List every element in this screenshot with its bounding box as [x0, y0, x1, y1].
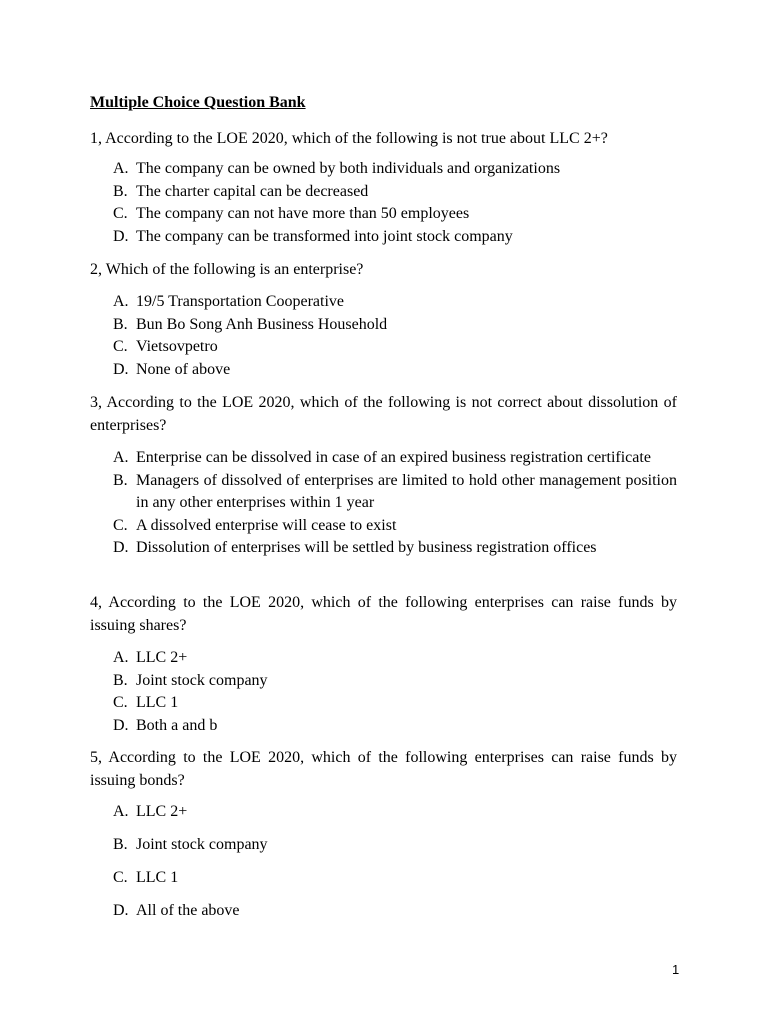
option: B. Bun Bo Song Anh Business Household	[113, 315, 388, 333]
question-4-options	[113, 647, 677, 737]
option: D. Dissolution of enterprises will be settled by business registration offices	[113, 539, 597, 556]
option: C. Vietsovpetro	[113, 338, 218, 355]
option: C. LLC 1	[113, 694, 179, 711]
question-2: 2, Which of the following is an enterprise?	[90, 261, 364, 278]
question-1-options	[113, 158, 677, 248]
question-3: 3, According to the LOE 2020, which of the following is not correct about dissolution of enterprises?	[90, 394, 677, 434]
option: C. A dissolved enterprise will cease to exist	[113, 516, 397, 534]
question-1: 1, According to the LOE 2020, which of the following is not true about LLC 2+?	[90, 130, 608, 147]
option: A. LLC 2+	[113, 803, 188, 820]
document-title: Multiple Choice Question Bank	[90, 94, 306, 111]
option: D. All of the above	[113, 902, 240, 919]
option: A. LLC 2+	[113, 649, 188, 666]
option: D. None of above	[113, 360, 231, 378]
page-number: 1	[672, 962, 680, 977]
option: C. The company can not have more than 50 employees	[113, 205, 470, 222]
option: D. Both a and b	[113, 716, 218, 734]
option: B. Joint stock company	[113, 836, 268, 853]
option: A. 19/5 Transportation Cooperative	[113, 293, 344, 310]
option: D. The company can be transformed into joint stock company	[113, 227, 513, 245]
question-4: 4, According to the LOE 2020, which of the following enterprises can raise funds by issuing shares?	[90, 594, 677, 634]
question-5-options	[113, 801, 677, 933]
option: C. LLC 1	[113, 869, 179, 886]
option: B. Managers of dissolved of enterprises are limited to hold other management position in any other enterprises within 1 year	[113, 471, 677, 511]
option: B. Joint stock company	[113, 671, 268, 689]
option: B. The charter capital can be decreased	[113, 182, 369, 200]
question-2-options	[113, 291, 677, 381]
question-3-options	[113, 447, 677, 560]
option: A. The company can be owned by both individuals and organizations	[113, 160, 561, 177]
option: A. Enterprise can be dissolved in case of an expired business registration certificate	[113, 449, 651, 466]
question-5: 5, According to the LOE 2020, which of the following enterprises can raise funds by issuing bonds?	[90, 749, 677, 789]
